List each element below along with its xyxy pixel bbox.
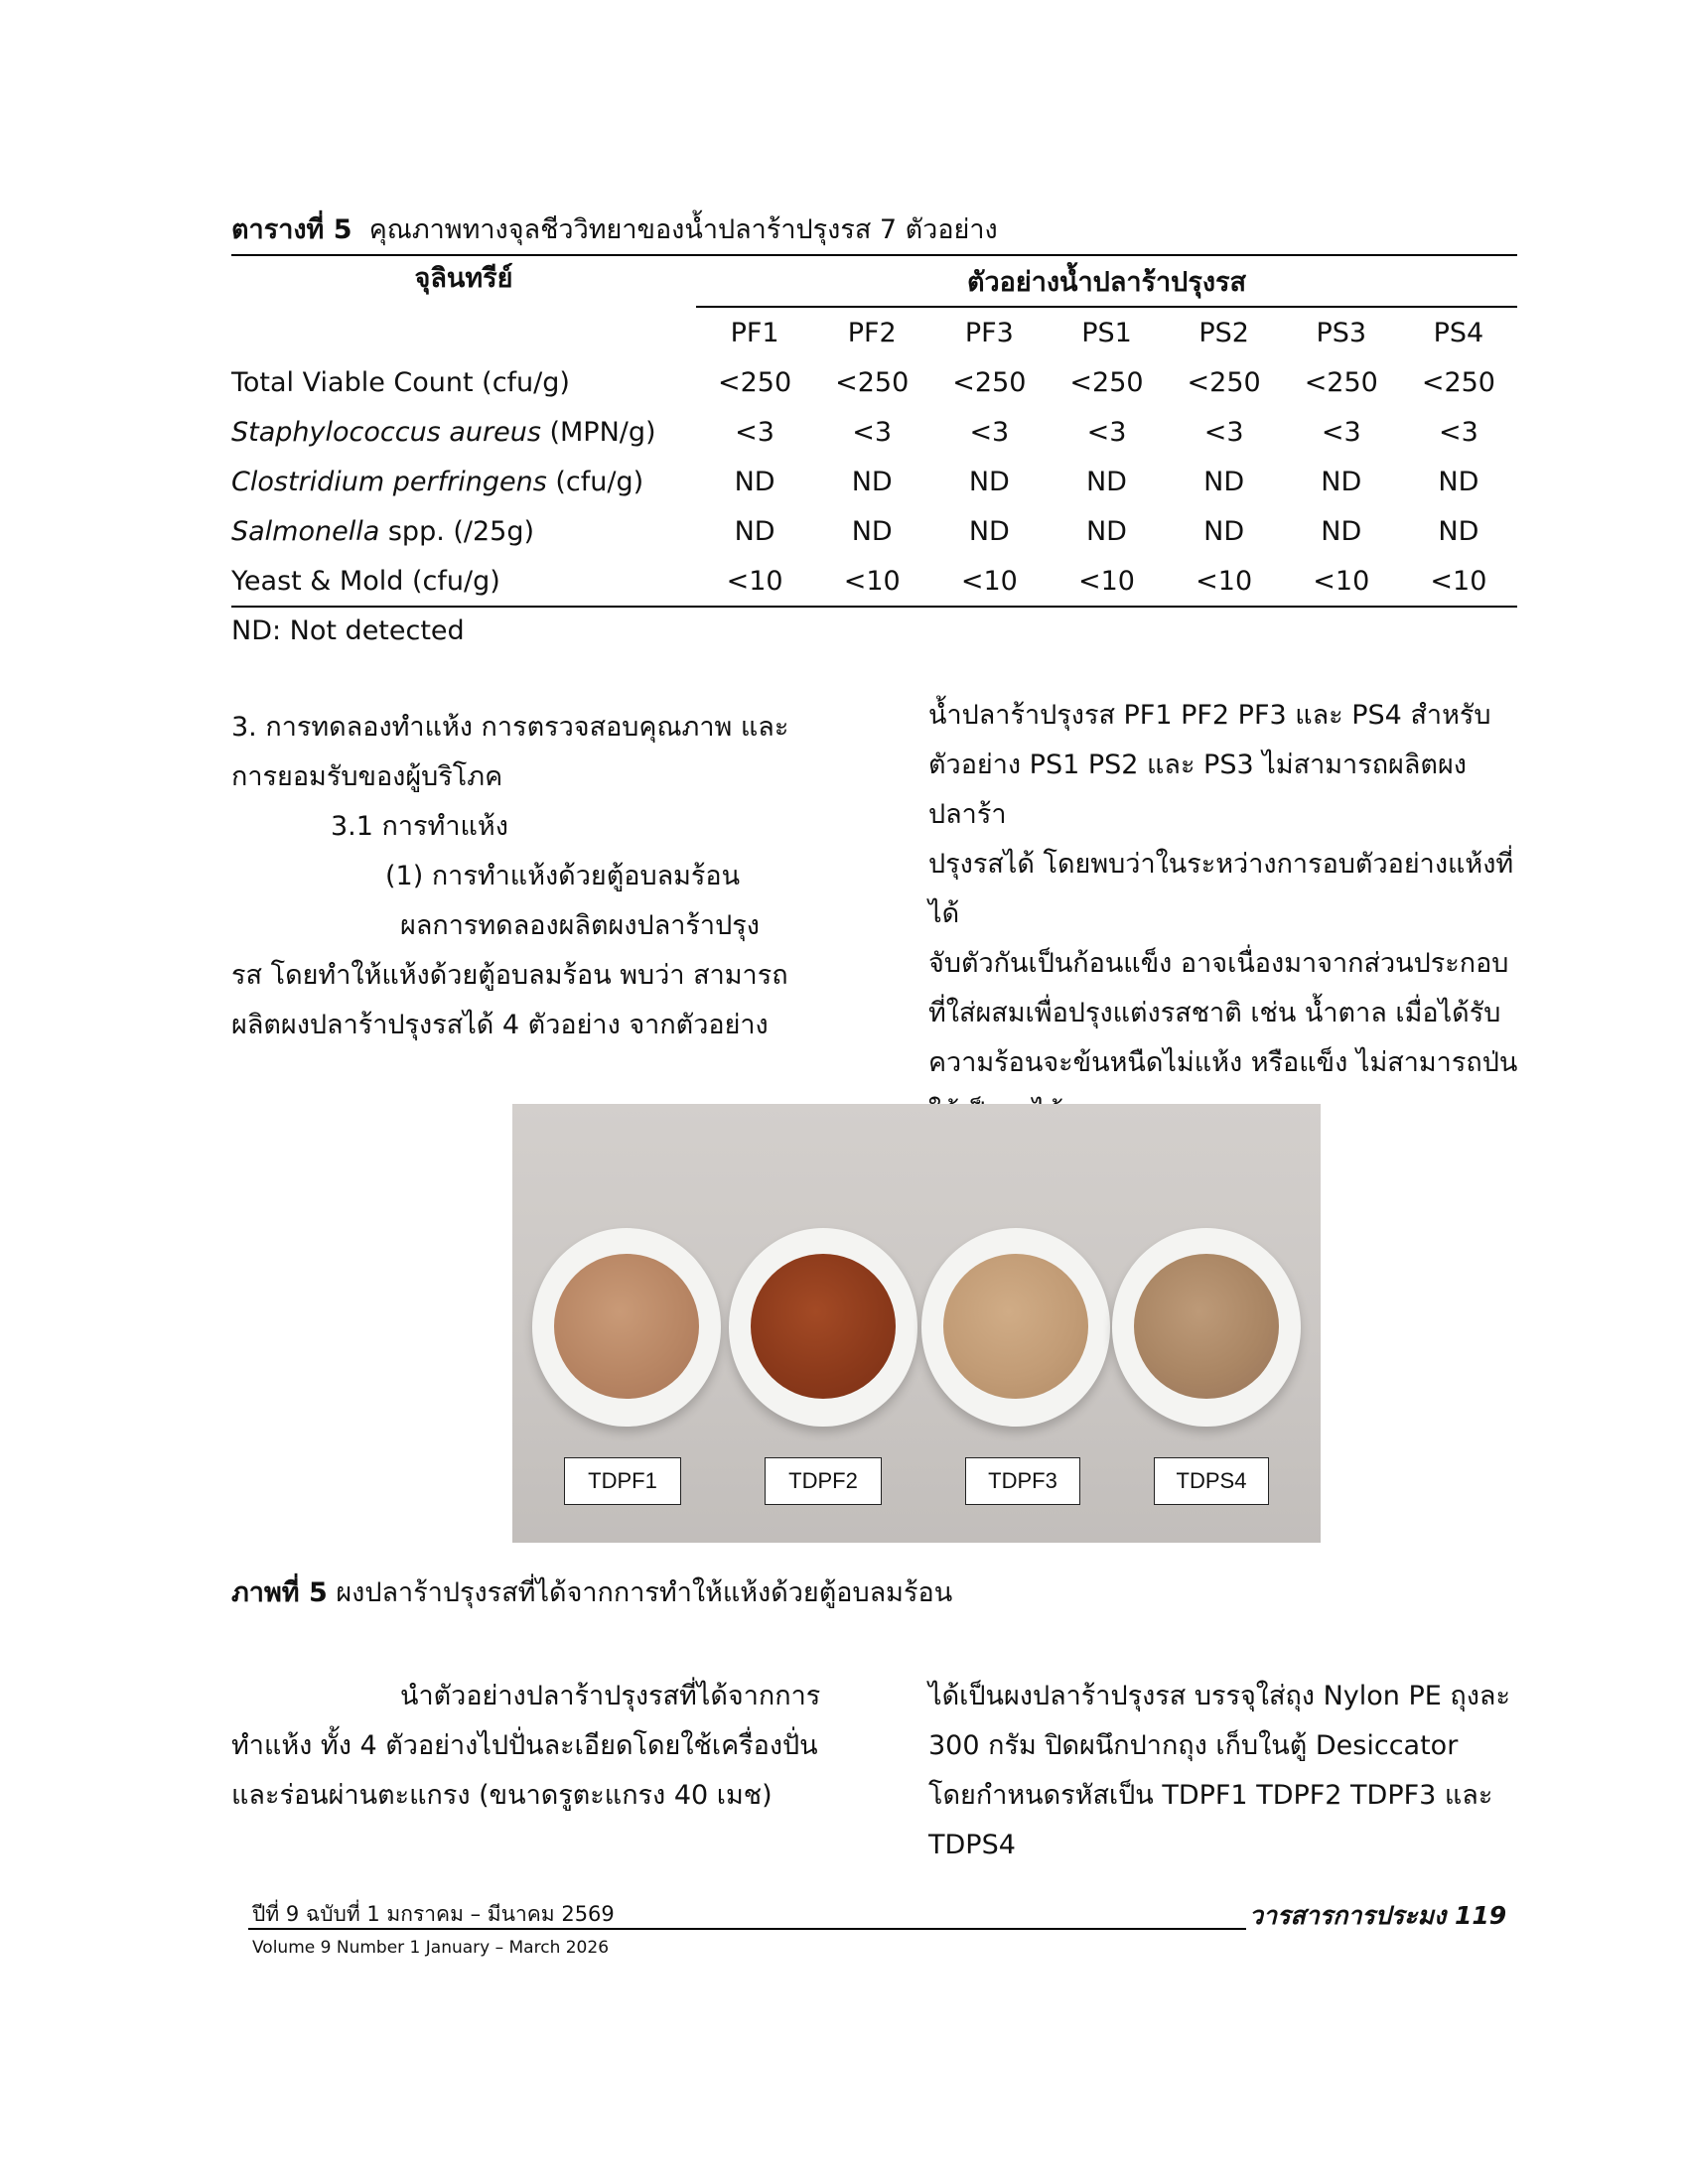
right-column-text [928,691,1524,1138]
cell-value: <10 [1283,556,1400,607]
column-header: PS4 [1433,317,1484,348]
cell-value: <250 [835,366,910,398]
table-row [231,457,1517,506]
cell-value: <3 [1086,416,1127,448]
cell-value: <250 [717,366,792,398]
table-caption-label: ตารางที่ 5 [231,214,352,245]
label-tdpf1: TDPF1 [564,1457,681,1505]
cell-value: ND [1203,515,1245,547]
cell-value: ND [1321,466,1362,497]
figure-caption-text: ผงปลาร้าปรุงรสที่ได้จากการทำให้แห้งด้วยตู้อบลมร้อน [336,1577,953,1608]
figure-caption [231,1570,952,1613]
paragraph-line: ผลิตผงปลาร้าปรุงรสได้ 4 ตัวอย่าง จากตัวอย่าง [231,1010,769,1040]
cell-value: ND [734,515,775,547]
paragraph-line: นำตัวอย่างปลาร้าปรุงรสที่ได้จากการ [400,1681,821,1711]
figure-caption-label: ภาพที่ 5 [231,1577,328,1608]
column-header: PF3 [964,317,1014,348]
cell-value: <10 [930,556,1048,607]
paragraph-line: ตัวอย่าง PS1 PS2 และ PS3 ไม่สามารถผลิตผงปลาร้า [928,750,1467,830]
microbiology-table [231,254,1517,608]
subsection-heading: 3.1 การทำแห้ง [331,811,508,842]
column-header: PS2 [1198,317,1249,348]
cell-value: <10 [1400,556,1517,607]
bowl-tdpf3 [921,1228,1110,1427]
section-heading-cont: การยอมรับของผู้บริโภค [231,761,503,792]
table-caption [231,210,1522,250]
cell-value: ND [1085,515,1127,547]
row-label: Staphylococcus aureus (MPN/g) [231,416,656,448]
left-column-text-2 [231,1672,827,1821]
paragraph-line: TDPS4 [928,1830,1016,1860]
right-column-text-2 [928,1672,1524,1870]
paragraph-line: ทำแห้ง ทั้ง 4 ตัวอย่างไปปั่นละเอียดโดยใช้เครื่องปั่น [231,1730,818,1761]
paragraph-line: น้ำปลาร้าปรุงรส PF1 PF2 PF3 และ PS4 สำหรับ [928,700,1491,731]
cell-value: ND [1438,515,1479,547]
column-header: PS3 [1316,317,1367,348]
cell-value: ND [968,515,1010,547]
cell-value: <250 [1187,366,1261,398]
cell-value: ND [734,466,775,497]
paragraph-line: 300 กรัม ปิดผนึกปากถุง เก็บในตู้ Desiccator [928,1730,1459,1761]
row-label: Yeast & Mold (cfu/g) [231,556,696,607]
organism-header: จุลินทรีย์ [231,255,696,357]
cell-value: ND [1321,515,1362,547]
left-column-text [231,703,827,1050]
powder-tdpf1 [554,1254,699,1399]
cell-value: <3 [1321,416,1361,448]
label-tdpf2: TDPF2 [765,1457,882,1505]
cell-value: <3 [735,416,774,448]
cell-value: <3 [852,416,893,448]
powder-tdpf2 [751,1254,896,1399]
powder-tdpf3 [943,1254,1088,1399]
table-row [231,357,1517,407]
cell-value: <3 [969,416,1010,448]
cell-value: ND [1438,466,1479,497]
cell-value: <10 [1048,556,1165,607]
paragraph-line: ปรุงรสได้ โดยพบว่าในระหว่างการอบตัวอย่างแห้งที่ได้ [928,849,1514,929]
cell-value: <250 [1304,366,1378,398]
table-footnote: ND: Not detected [231,615,465,646]
paragraph-line: ที่ใส่ผสมเพื่อปรุงแต่งรสชาติ เช่น น้ำตาล เมื่อได้รับ [928,998,1501,1028]
label-tdps4: TDPS4 [1154,1457,1269,1505]
row-label: Clostridium perfringens (cfu/g) [231,466,644,497]
cell-value: ND [851,515,893,547]
bowl-tdps4 [1112,1228,1301,1427]
label-tdpf3: TDPF3 [965,1457,1080,1505]
row-label: Total Viable Count (cfu/g) [231,366,570,398]
section-heading: 3. การทดลองทำแห้ง การตรวจสอบคุณภาพ และ [231,712,789,743]
footer-issue-thai: ปีที่ 9 ฉบับที่ 1 มกราคม – มีนาคม 2569 [252,1902,615,1926]
column-header: PF2 [847,317,897,348]
footer-issue-english: Volume 9 Number 1 January – March 2026 [252,1938,610,1958]
column-header: PS1 [1081,317,1132,348]
paragraph-line: ความร้อนจะข้นหนืดไม่แห้ง หรือแข็ง ไม่สามารถป่น [928,1047,1518,1078]
table-row [231,556,1517,607]
cell-value: <10 [1166,556,1283,607]
subsubsection-heading: (1) การทำแห้งด้วยตู้อบลมร้อน [385,861,741,891]
powder-tdps4 [1134,1254,1279,1399]
cell-value: ND [1203,466,1245,497]
cell-value: <10 [813,556,930,607]
paragraph-line: ผลการทดลองผลิตผงปลาร้าปรุง [400,910,760,941]
sample-group-header: ตัวอย่างน้ำปลาร้าปรุงรส [696,255,1517,307]
paragraph-line: จับตัวกันเป็นก้อนแข็ง อาจเนื่องมาจากส่วนประกอบ [928,948,1509,979]
cell-value: <250 [952,366,1027,398]
cell-value: <250 [1069,366,1144,398]
footer-journal-page: วารสารการประมง 119 [1249,1901,1507,1930]
powder-bowls-photo [512,1104,1321,1543]
table-caption-text: คุณภาพทางจุลชีววิทยาของน้ำปลาร้าปรุงรส 7 ตัวอย่าง [368,214,998,245]
paragraph-line: ได้เป็นผงปลาร้าปรุงรส บรรจุใส่ถุง Nylon PE ถุงละ [928,1681,1510,1711]
paragraph-line: รส โดยทำให้แห้งด้วยตู้อบลมร้อน พบว่า สามารถ [231,960,788,991]
row-label: Salmonella spp. (/25g) [231,515,535,547]
cell-value: <250 [1421,366,1495,398]
paragraph-line: และร่อนผ่านตะแกรง (ขนาดรูตะแกรง 40 เมช) [231,1780,773,1811]
bowl-tdpf1 [532,1228,721,1427]
cell-value: ND [968,466,1010,497]
table-row [231,506,1517,556]
cell-value: <3 [1203,416,1244,448]
column-header: PF1 [730,317,779,348]
cell-value: ND [1085,466,1127,497]
footer-rule [248,1928,1246,1930]
paragraph-line: โดยกำหนดรหัสเป็น TDPF1 TDPF2 TDPF3 และ [928,1780,1493,1811]
cell-value: <10 [696,556,813,607]
cell-value: ND [851,466,893,497]
bowl-tdpf2 [729,1228,917,1427]
table-row [231,407,1517,457]
cell-value: <3 [1439,416,1478,448]
